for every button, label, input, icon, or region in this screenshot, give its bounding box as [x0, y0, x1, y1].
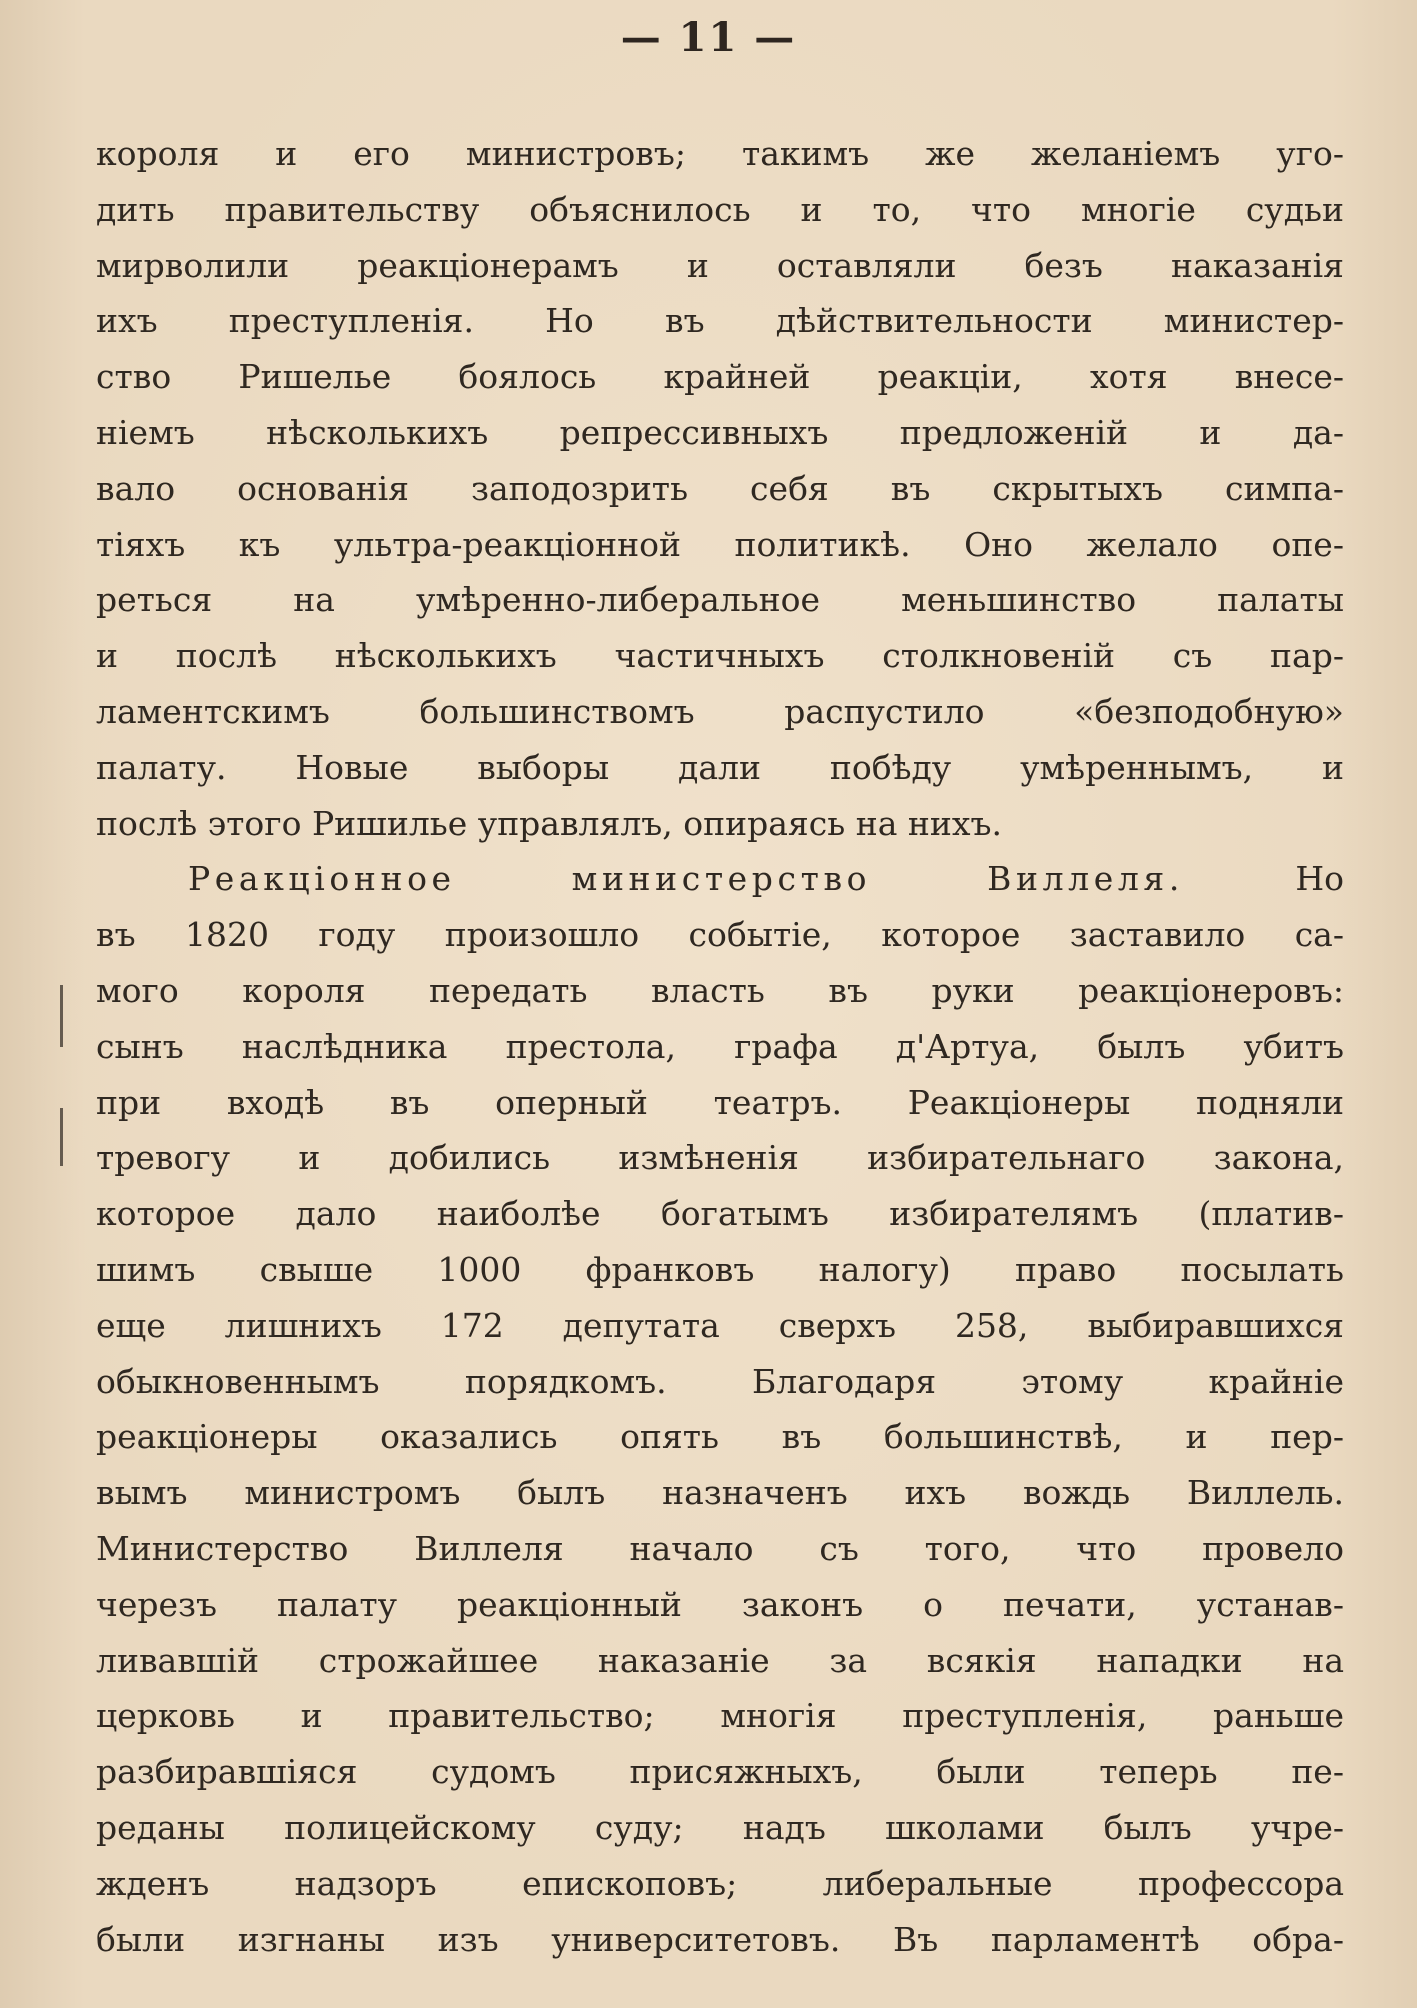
margin-pencil-mark — [60, 1108, 63, 1166]
text-line: тревогу и добились измѣненія избирательнаго закона, — [96, 1138, 1344, 1178]
text-line: ніемъ нѣсколькихъ репрессивныхъ предложеній и да- — [96, 412, 1344, 452]
text-line: послѣ этого Ришилье управлялъ, опираясь на нихъ. — [96, 803, 1002, 843]
section-heading: Реакціонное министерство Виллеля. — [188, 859, 1184, 899]
text-line: церковь и правительство; многія преступленія, раньше — [96, 1696, 1344, 1736]
text-line: обыкновеннымъ порядкомъ. Благодаря этому крайніе — [96, 1361, 1344, 1401]
page-number: — 11 — — [620, 14, 797, 61]
text-line — [96, 851, 1344, 907]
text-line: жденъ надзоръ епископовъ; либеральные профессора — [96, 1863, 1344, 1903]
text-line: ихъ преступленія. Но въ дѣйствительности министер- — [96, 301, 1344, 341]
text-line: реакціонеры оказались опять въ большинствѣ, и пер- — [96, 1417, 1344, 1457]
text-line: короля и его министровъ; такимъ же желаніемъ уго- — [96, 134, 1344, 173]
text-line: палату. Новые выборы дали побѣду умѣреннымъ, и — [96, 747, 1344, 787]
paragraph — [96, 851, 1344, 1967]
text-line: вымъ министромъ былъ назначенъ ихъ вождь Виллель. — [96, 1473, 1344, 1513]
body-text — [96, 126, 1344, 1967]
text-line: черезъ палату реакціонный законъ о печати, устанав- — [96, 1584, 1344, 1624]
text-line: тіяхъ къ ультра-реакціонной политикѣ. Оно желало опе- — [96, 524, 1344, 564]
text-line: ламентскимъ большинствомъ распустило «безподобную» — [96, 691, 1344, 731]
text-line: реданы полицейскому суду; надъ школами былъ учре- — [96, 1807, 1344, 1847]
text-line: дить правительству объяснилось и то, что многіе судьи — [96, 189, 1344, 229]
text-line: разбиравшіяся судомъ присяжныхъ, были теперь пе- — [96, 1752, 1344, 1792]
text-line: при входѣ въ оперный театръ. Реакціонеры подняли — [96, 1082, 1344, 1122]
text-line: сынъ наслѣдника престола, графа д'Артуа, былъ убитъ — [96, 1026, 1344, 1066]
paragraph — [96, 126, 1344, 851]
text-line: ство Ришелье боялось крайней реакціи, хотя внесе- — [96, 357, 1344, 397]
text-line: реться на умѣренно-либеральное меньшинство палаты — [96, 580, 1344, 620]
text-line: которое дало наиболѣе богатымъ избирателямъ (платив- — [96, 1194, 1344, 1234]
text-line: еще лишнихъ 172 депутата сверхъ 258, выбиравшихся — [96, 1305, 1344, 1345]
text-line: мого короля передать власть въ руки реакціонеровъ: — [96, 970, 1344, 1010]
text-line: ливавшій строжайшее наказаніе за всякія нападки на — [96, 1640, 1344, 1680]
text-fragment: Но — [1295, 859, 1344, 899]
text-line: Министерство Виллеля начало съ того, что провело — [96, 1528, 1344, 1568]
margin-pencil-mark — [60, 985, 63, 1047]
text-line: и послѣ нѣсколькихъ частичныхъ столкновеній съ пар- — [96, 636, 1344, 676]
text-line: въ 1820 году произошло событіе, которое заставило са- — [96, 915, 1344, 955]
text-line: были изгнаны изъ университетовъ. Въ парламентѣ обра- — [96, 1919, 1344, 1959]
text-line: мирволили реакціонерамъ и оставляли безъ наказанія — [96, 245, 1344, 285]
text-line: шимъ свыше 1000 франковъ налогу) право посылать — [96, 1249, 1344, 1289]
text-line: вало основанія заподозрить себя въ скрытыхъ симпа- — [96, 468, 1344, 508]
